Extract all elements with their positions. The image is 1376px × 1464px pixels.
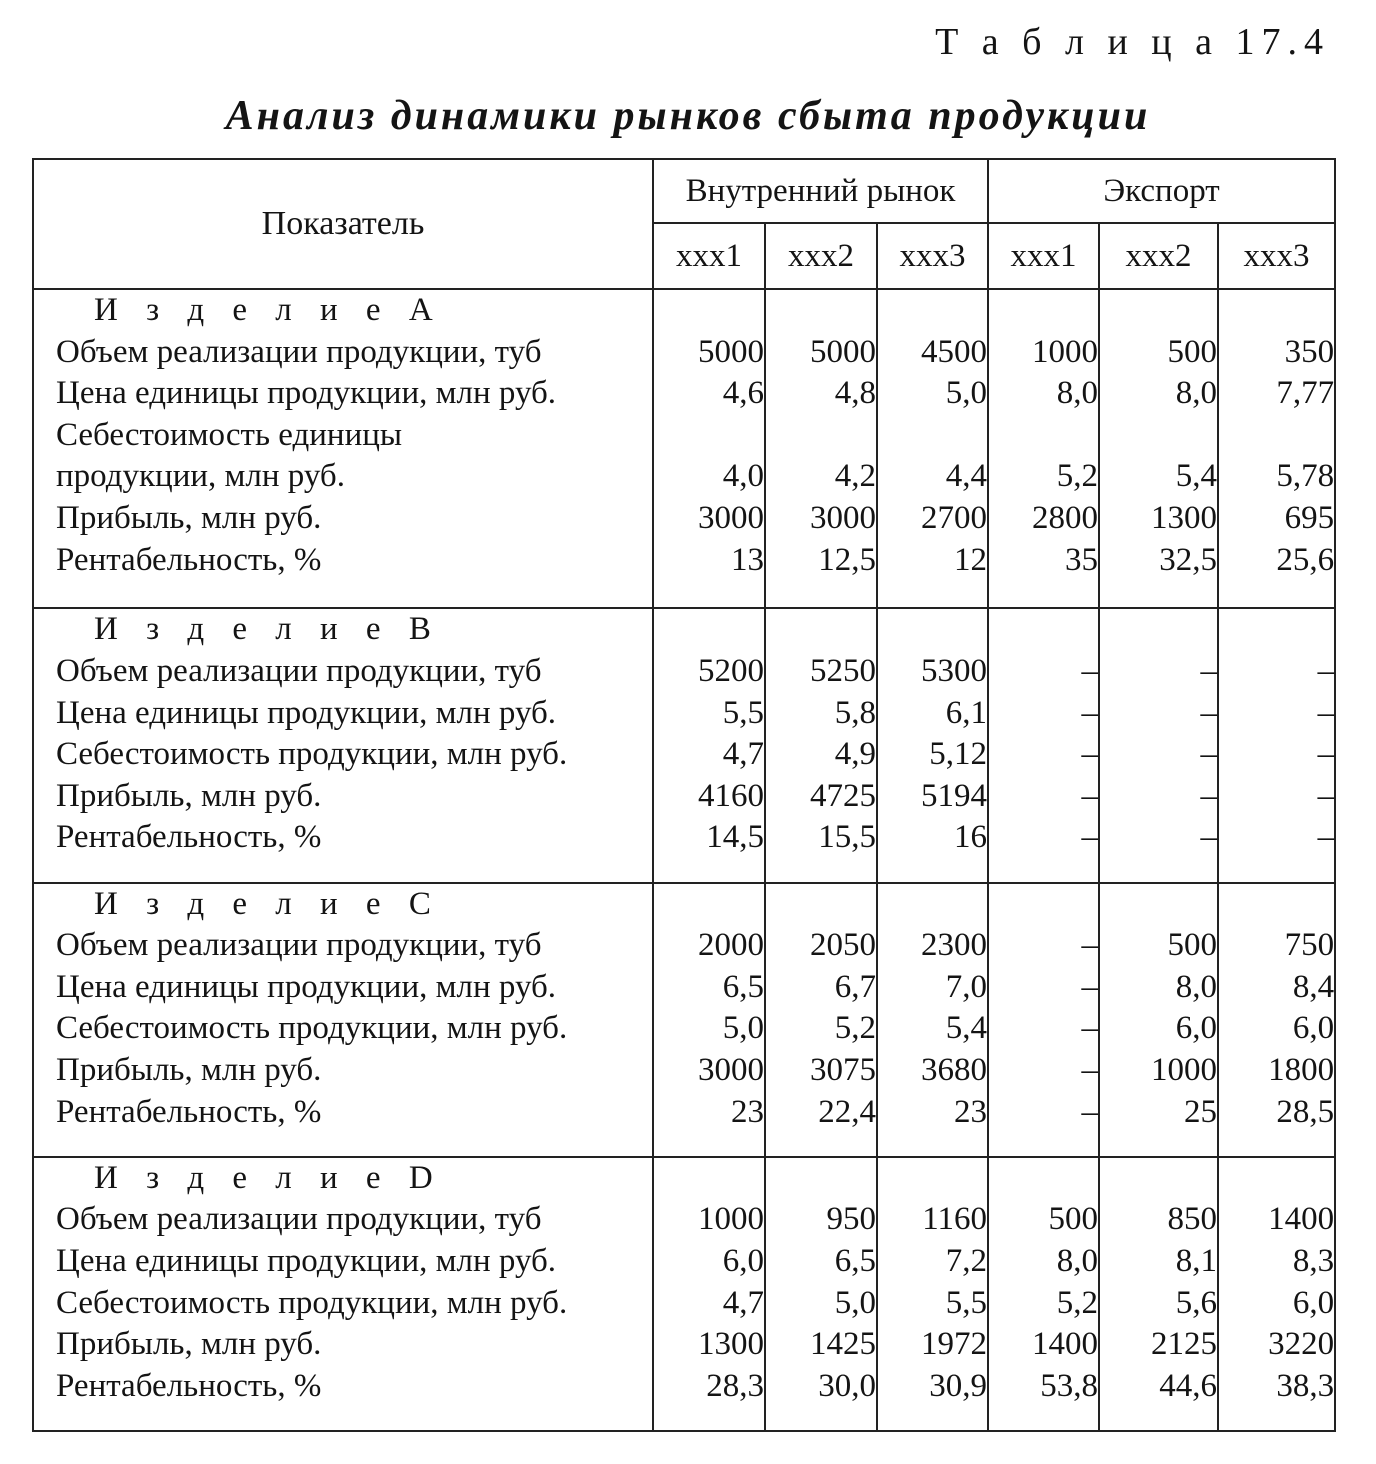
export-header: Экспорт	[988, 159, 1335, 223]
value-cell: 6,5	[834, 1242, 876, 1279]
value-column	[1218, 1157, 1335, 1431]
value-cell: 13	[731, 541, 764, 578]
domestic-market-header: Внутренний рынок	[653, 159, 988, 223]
value-cell: 5000	[698, 333, 764, 370]
value-cell: 30,0	[818, 1367, 876, 1404]
value-cell: 2125	[1151, 1326, 1218, 1363]
value-cell: 4500	[921, 333, 988, 370]
value-cell: 28,5	[1276, 1093, 1335, 1130]
value-cell: 5,12	[929, 736, 988, 773]
value-cell: 1800	[1268, 1052, 1335, 1089]
value-cell: 14,5	[706, 819, 764, 856]
value-cell: 2800	[1032, 499, 1099, 536]
year-header: xxx2	[1099, 223, 1218, 289]
value-cell: 1425	[810, 1326, 876, 1363]
product-name: И з д е л и е А	[94, 292, 443, 328]
indicator-cell	[33, 883, 653, 1157]
value-cell: 5,78	[1276, 458, 1335, 495]
value-cell: 12	[954, 541, 988, 578]
value-cell: 23	[954, 1093, 988, 1130]
value-cell: 8,3	[1292, 1242, 1335, 1279]
value-cell: 350	[1284, 333, 1335, 370]
year-header: xxx3	[1218, 223, 1335, 289]
value-column	[988, 289, 1099, 608]
product-section	[33, 883, 1335, 1157]
indicator-label: Себестоимость продукции, млн руб.	[56, 1010, 568, 1047]
value-cell: –	[1081, 1093, 1099, 1130]
value-cell: 2700	[921, 499, 988, 536]
value-column	[988, 883, 1099, 1157]
indicator-label: Цена единицы продукции, млн руб.	[56, 968, 557, 1005]
product-section	[33, 608, 1335, 882]
value-cell: 4,4	[945, 458, 988, 495]
value-cell: 8,0	[1175, 375, 1218, 412]
value-cell: 22,4	[818, 1093, 876, 1130]
value-cell: 500	[1167, 333, 1218, 370]
product-section	[33, 1157, 1335, 1431]
value-cell: –	[1081, 927, 1099, 964]
value-cell: 5194	[921, 777, 988, 814]
value-cell: –	[1200, 777, 1218, 814]
value-cell: 3075	[810, 1052, 876, 1089]
value-cell: 4,7	[722, 736, 764, 773]
value-column	[1218, 883, 1335, 1157]
value-cell: –	[1081, 736, 1099, 773]
value-cell: 2300	[921, 927, 988, 964]
value-column	[988, 1157, 1099, 1431]
value-cell: 1400	[1268, 1201, 1335, 1238]
indicator-label: Прибыль, млн руб.	[56, 777, 322, 814]
value-cell: 3000	[698, 1052, 764, 1089]
value-cell: 5,2	[834, 1010, 876, 1047]
value-column	[653, 289, 765, 608]
value-cell: –	[1081, 777, 1099, 814]
value-cell: 500	[1048, 1201, 1099, 1238]
value-cell	[766, 415, 876, 457]
value-cell	[1219, 415, 1334, 457]
value-cell: 6,0	[1292, 1284, 1335, 1321]
value-cell: 5300	[921, 653, 988, 690]
value-cell: –	[1200, 736, 1218, 773]
value-cell: 8,0	[1056, 375, 1099, 412]
indicator-label: Цена единицы продукции, млн руб.	[56, 1242, 557, 1279]
value-column	[1218, 289, 1335, 608]
year-header: xxx1	[653, 223, 765, 289]
value-cell: 5,2	[1056, 458, 1099, 495]
value-cell	[878, 415, 987, 457]
value-cell: 4,9	[834, 736, 876, 773]
value-cell: 5,0	[722, 1010, 764, 1047]
value-cell: 4,0	[722, 458, 764, 495]
value-cell: 4725	[810, 777, 876, 814]
value-cell: 1300	[1151, 499, 1218, 536]
value-cell: –	[1081, 1052, 1099, 1089]
value-cell: 4,6	[722, 375, 764, 412]
indicator-cell	[33, 289, 653, 608]
value-cell: –	[1200, 819, 1218, 856]
value-cell: 4,7	[722, 1284, 764, 1321]
value-cell: 1000	[1032, 333, 1099, 370]
value-cell: 53,8	[1040, 1367, 1099, 1404]
value-cell: 3680	[921, 1052, 988, 1089]
value-cell: 8,4	[1292, 968, 1335, 1005]
value-cell	[989, 415, 1098, 457]
value-cell: 16	[954, 819, 988, 856]
value-cell: –	[1317, 653, 1335, 690]
value-cell: 25	[1184, 1093, 1218, 1130]
indicator-label: Объем реализации продукции, туб	[56, 1201, 542, 1238]
value-cell: 32,5	[1159, 541, 1218, 578]
value-cell: –	[1081, 968, 1099, 1005]
year-header: xxx2	[765, 223, 877, 289]
table-number-label: Т а б л и ц а 17.4	[935, 21, 1330, 63]
value-column	[765, 883, 877, 1157]
value-cell: 750	[1284, 927, 1335, 964]
indicator-label: Объем реализации продукции, туб	[56, 653, 542, 690]
indicator-header: Показатель	[33, 159, 653, 289]
value-column	[765, 1157, 877, 1431]
value-cell: 12,5	[818, 541, 876, 578]
value-cell: 8,0	[1175, 968, 1218, 1005]
indicator-label: Себестоимость единицы	[56, 416, 403, 453]
indicator-cell	[33, 608, 653, 882]
market-dynamics-table	[32, 158, 1336, 1432]
value-cell: 1000	[1151, 1052, 1218, 1089]
value-column	[765, 608, 877, 882]
value-cell: 44,6	[1159, 1367, 1218, 1404]
value-cell: 2050	[810, 927, 876, 964]
value-column	[877, 289, 988, 608]
value-cell: 28,3	[706, 1367, 764, 1404]
value-cell: 5,0	[945, 375, 988, 412]
indicator-label: Себестоимость продукции, млн руб.	[56, 736, 568, 773]
value-cell: 5,5	[722, 694, 764, 731]
value-cell: 8,0	[1056, 1242, 1099, 1279]
value-cell: –	[1317, 777, 1335, 814]
value-column	[653, 608, 765, 882]
value-cell: 695	[1284, 499, 1335, 536]
value-cell: 15,5	[818, 819, 876, 856]
value-cell: 30,9	[929, 1367, 988, 1404]
product-name: И з д е л и е D	[94, 1159, 443, 1196]
value-column	[877, 608, 988, 882]
value-cell: 3000	[698, 499, 764, 536]
value-cell: 3000	[810, 499, 876, 536]
value-cell: 8,1	[1175, 1242, 1218, 1279]
indicator-label: Рентабельность, %	[56, 1367, 322, 1404]
value-cell: 5200	[698, 653, 764, 690]
value-cell: 4160	[698, 777, 764, 814]
value-cell: 35	[1065, 541, 1099, 578]
indicator-label: Объем реализации продукции, туб	[56, 333, 542, 370]
value-cell: 5000	[810, 333, 876, 370]
value-cell: 950	[826, 1201, 876, 1238]
value-column	[1099, 883, 1218, 1157]
value-cell: 2000	[698, 927, 764, 964]
value-cell: 6,7	[834, 968, 876, 1005]
value-cell: 6,5	[722, 968, 764, 1005]
value-cell: –	[1317, 736, 1335, 773]
product-name: И з д е л и е В	[94, 611, 441, 648]
indicator-label: Прибыль, млн руб.	[56, 1052, 322, 1089]
value-cell: –	[1317, 694, 1335, 731]
value-cell: 850	[1167, 1201, 1218, 1238]
indicator-label: Прибыль, млн руб.	[56, 499, 322, 536]
value-cell: 5250	[810, 653, 876, 690]
value-cell: 6,0	[722, 1242, 764, 1279]
indicator-label: Цена единицы продукции, млн руб.	[56, 375, 557, 412]
year-header: xxx3	[877, 223, 988, 289]
value-cell: 1400	[1032, 1326, 1099, 1363]
value-cell	[654, 415, 764, 457]
value-cell: 1160	[922, 1201, 988, 1238]
value-cell: –	[1081, 694, 1099, 731]
value-cell: 1972	[921, 1326, 988, 1363]
value-cell: 5,0	[834, 1284, 876, 1321]
indicator-label: Цена единицы продукции, млн руб.	[56, 694, 557, 731]
value-cell: –	[1317, 819, 1335, 856]
value-cell: –	[1081, 653, 1099, 690]
value-cell: –	[1200, 653, 1218, 690]
value-cell: 500	[1167, 927, 1218, 964]
value-cell: 5,8	[834, 694, 876, 731]
value-cell: 3220	[1268, 1326, 1335, 1363]
value-cell: –	[1200, 694, 1218, 731]
indicator-label: Прибыль, млн руб.	[56, 1326, 322, 1363]
value-cell: –	[1081, 1010, 1099, 1047]
value-cell: 5,6	[1175, 1284, 1218, 1321]
value-cell: 4,2	[834, 458, 876, 495]
value-column	[653, 1157, 765, 1431]
value-cell: 7,2	[945, 1242, 988, 1279]
indicator-label: Рентабельность, %	[56, 541, 322, 578]
indicator-label: Рентабельность, %	[56, 1093, 322, 1130]
value-cell: 25,6	[1276, 541, 1335, 578]
value-cell	[1100, 415, 1217, 457]
value-column	[1218, 608, 1335, 882]
value-column	[653, 883, 765, 1157]
value-column	[877, 883, 988, 1157]
indicator-label: Рентабельность, %	[56, 819, 322, 856]
value-cell: 5,4	[945, 1010, 988, 1047]
value-cell: 1000	[698, 1201, 764, 1238]
value-cell: 4,8	[834, 375, 876, 412]
year-header: xxx1	[988, 223, 1099, 289]
value-column	[877, 1157, 988, 1431]
value-cell: 38,3	[1276, 1367, 1335, 1404]
value-cell: 5,4	[1175, 458, 1218, 495]
value-column	[1099, 289, 1218, 608]
indicator-label: Объем реализации продукции, туб	[56, 927, 542, 964]
value-column	[765, 289, 877, 608]
value-cell: 5,2	[1056, 1284, 1099, 1321]
value-cell: 6,1	[945, 694, 988, 731]
indicator-cell	[33, 1157, 653, 1431]
value-cell: 7,77	[1276, 375, 1335, 412]
value-cell: 23	[731, 1093, 764, 1130]
value-cell: 5,5	[945, 1284, 988, 1321]
product-section	[33, 289, 1335, 608]
value-column	[1099, 608, 1218, 882]
value-column	[1099, 1157, 1218, 1431]
table-title: Анализ динамики рынков сбыта продукции	[225, 93, 1151, 139]
value-cell: 6,0	[1292, 1010, 1335, 1047]
value-cell: 7,0	[945, 968, 988, 1005]
value-cell: 1300	[698, 1326, 764, 1363]
value-cell: 6,0	[1175, 1010, 1218, 1047]
indicator-label: продукции, млн руб.	[56, 458, 345, 495]
value-cell: –	[1081, 819, 1099, 856]
value-column	[988, 608, 1099, 882]
indicator-label: Себестоимость продукции, млн руб.	[56, 1284, 568, 1321]
product-name: И з д е л и е С	[94, 885, 441, 922]
